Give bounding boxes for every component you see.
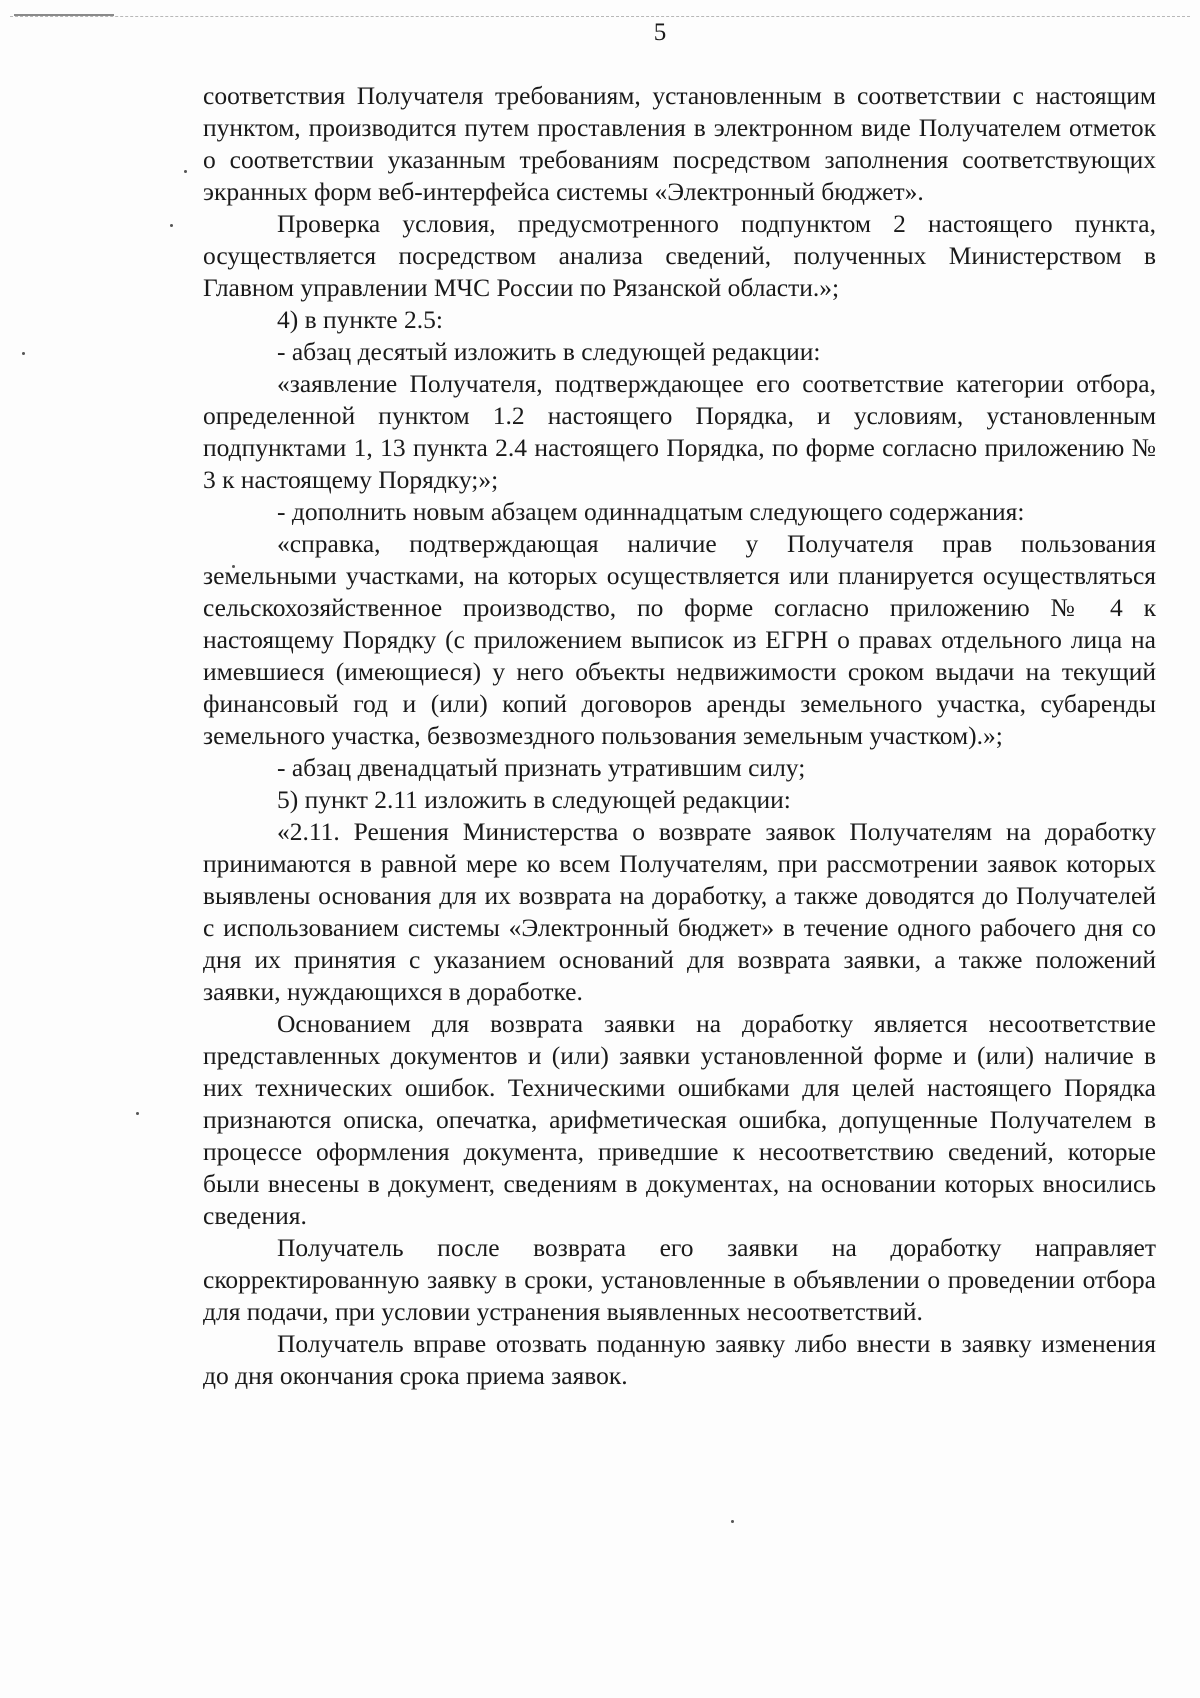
paragraph: «справка, подтверждающая наличие у Получателя прав пользования земельными участками, на которых осуществляется или планируется осуществляться сельскохозяйственное производство, по форме согласно приложению № 4 к настоящему Порядку (с приложением выписок из ЕГРН о правах отдельного лица на имевшиеся (имеющиеся) у него объекты недвижимости сроком выдачи на текущий финансовый год и (или) копий договоров аренды земельного участка, субаренды земельного участка, безвозмездного пользования земельным участком).»;	[203, 529, 1156, 750]
paragraph: Получатель после возврата его заявки на доработку направляет скорректированную заявку в сроки, установленные в объявлении о проведении отбора для подачи, при условии устранения выявленных несоответствий.	[203, 1233, 1156, 1326]
paragraph: Получатель вправе отозвать поданную заявку либо внести в заявку изменения до дня окончания срока приема заявок.	[203, 1329, 1156, 1390]
scan-edge-mark	[14, 14, 114, 16]
paragraph: «заявление Получателя, подтверждающее его соответствие категории отбора, определенной пунктом 1.2 настоящего Порядка, и условиям, установленным подпунктами 1, 13 пункта 2.4 настоящего Порядка, по форме согласно приложению № 3 к настоящему Порядку;»;	[203, 369, 1156, 494]
paragraph: Основанием для возврата заявки на доработку является несоответствие представленных документов и (или) заявки установленной форме и (или) наличие в них технических ошибок. Техническими ошибками для целей настоящего Порядка признаются описка, опечатка, арифметическая ошибка, допущенные Получателем в процессе оформления документа, приведшие к несоответствию сведений, которые были внесены в документ, сведениям в документах, на основании которых вносились сведения.	[203, 1009, 1156, 1230]
scan-speck	[731, 1520, 734, 1523]
paragraph: «2.11. Решения Министерства о возврате заявок Получателям на доработку принимаются в равной мере ко всем Получателям, при рассмотрении заявок которых выявлены основания для их возврата на доработку, а также доводятся до Получателей с использованием системы «Электронный бюджет» в течение одного рабочего дня со дня их принятия с указанием оснований для возврата заявки, а также положений заявки, нуждающихся в доработке.	[203, 817, 1156, 1006]
page-number: 5	[653, 19, 667, 46]
paragraph: 4) в пункте 2.5:	[277, 305, 443, 334]
scan-speck	[184, 170, 187, 173]
paragraph: - абзац двенадцатый признать утратившим силу;	[277, 753, 806, 782]
paragraph: Проверка условия, предусмотренного подпунктом 2 настоящего пункта, осуществляется посредством анализа сведений, полученных Министерством в Главном управлении МЧС России по Рязанской области.»;	[203, 209, 1156, 302]
scan-speck	[22, 352, 25, 355]
paragraph: соответствия Получателя требованиям, установленным в соответствии с настоящим пунктом, производится путем проставления в электронном виде Получателем отметок о соответствии указанным требованиям посредством заполнения соответствующих экранных форм веб-интерфейса системы «Электронный бюджет».	[203, 81, 1156, 206]
paragraph: 5) пункт 2.11 изложить в следующей редакции:	[277, 785, 791, 814]
document-body	[203, 80, 1156, 1392]
scan-speck	[170, 224, 173, 227]
scan-speck	[136, 1112, 139, 1115]
scan-edge-line	[10, 16, 1190, 17]
paragraph: - абзац десятый изложить в следующей редакции:	[277, 337, 821, 366]
paragraph: - дополнить новым абзацем одиннадцатым следующего содержания:	[277, 497, 1025, 526]
